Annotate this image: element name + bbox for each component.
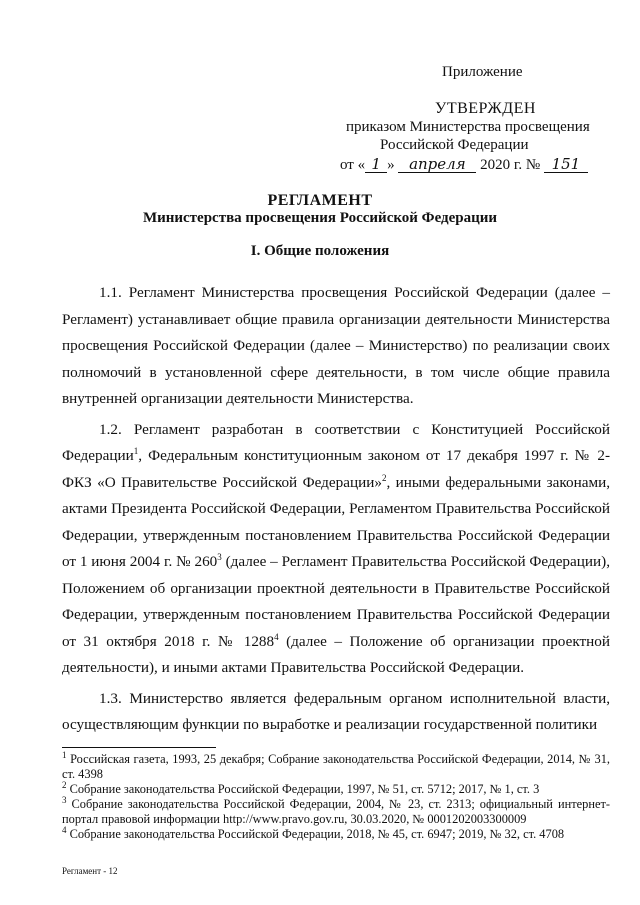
p2-part-b: , Федеральным конституционным законом от 17 декабря 1997 г. № 2-ФКЗ «О Правительстве Российской Федерации» bbox=[62, 447, 610, 491]
footnotes bbox=[62, 749, 610, 842]
p2-part-d: (далее – Регламент Правительства Российской Федерации), Положением об организации проектной деятельности в Правительстве Российской Федерации, утвержденным постановлением Правительства Российской Федерации от 31 октября 2018 г. № 1288 bbox=[62, 553, 611, 650]
handwritten-day: 1 bbox=[365, 157, 387, 173]
p2-part-e: (далее – Положение об организации проектной деятельности), и иными актами Правительства Российской Федерации. bbox=[62, 632, 610, 676]
federation-line: Российской Федерации bbox=[380, 137, 529, 153]
footnote-ref-2: 2 bbox=[381, 472, 387, 483]
footnote-ref-4: 4 bbox=[274, 631, 279, 642]
paragraph-1-2 bbox=[62, 417, 610, 682]
paragraph-1-3: 1.3. Министерство является федеральным органом исполнительной власти, осуществляющим функции по выработке и реализации государственной политики bbox=[62, 689, 610, 733]
page-footer-label: Регламент - 12 bbox=[62, 866, 118, 876]
footnote-4 bbox=[62, 824, 610, 842]
footnote-number: 3 bbox=[62, 794, 67, 805]
footnote-number: 1 bbox=[62, 749, 67, 760]
handwritten-month: апреля bbox=[398, 157, 476, 173]
footnote-text: Собрание законодательства Российской Федерации, 2018, № 45, ст. 6947; 2019, № 32, ст. 4708 bbox=[66, 827, 565, 841]
footnote-ref-3: 3 bbox=[217, 551, 222, 562]
footnote-3 bbox=[62, 794, 610, 827]
footnote-number: 4 bbox=[62, 824, 67, 835]
p2-part-c: , иными федеральными законами, актами Президента Российской Федерации, Регламентом Правительства Российской Федерации, утвержденным постановлением Правительства Российской Федерации от 1 июня 2004 г. № 260 bbox=[62, 473, 611, 570]
footnote-ref-1: 1 bbox=[133, 445, 139, 456]
date-prefix: от « bbox=[340, 157, 366, 173]
p2-part-a: 1.2. Регламент разработан в соответствии с Конституцией Российской Федерации bbox=[62, 420, 610, 464]
footnote-text: Собрание законодательства Российской Федерации, 1997, № 51, ст. 5712; 2017, № 1, ст. 3 bbox=[66, 782, 540, 796]
date-mid: » bbox=[387, 157, 395, 173]
footnote-number: 2 bbox=[62, 779, 67, 790]
order-line: приказом Министерства просвещения bbox=[346, 119, 590, 135]
approved-label: УТВЕРЖДЕН bbox=[435, 100, 536, 117]
document-title: РЕГЛАМЕНТ bbox=[267, 192, 373, 209]
appendix-label: Приложение bbox=[442, 64, 523, 80]
footnote-text: Российская газета, 1993, 25 декабря; Собрание законодательства Российской Федерации, 2014, № 31, ст. 4398 bbox=[62, 752, 610, 781]
handwritten-order-number: 151 bbox=[544, 157, 588, 173]
body-text bbox=[62, 280, 610, 739]
section-heading: I. Общие положения bbox=[250, 243, 390, 259]
footnote-text: Собрание законодательства Российской Федерации, 2004, № 23, ст. 2313; официальный интернет-портал правовой информации http://www.pravo.gov.ru, 30.03.2020, № 0001202003300009 bbox=[62, 797, 610, 826]
footnote-2 bbox=[62, 779, 610, 797]
order-date-line bbox=[340, 157, 588, 174]
date-suffix: 2020 г. № bbox=[480, 157, 541, 173]
footnote-1 bbox=[62, 749, 610, 782]
paragraph-1-1: 1.1. Регламент Министерства просвещения Российской Федерации (далее – Регламент) устанавливает общие правила организации деятельности Министерства просвещения Российской Федерации (далее – Министерство) по реализации своих полномочий в установленной сфере деятельности, в том числе общие правила внутренней организации деятельности Министерства. bbox=[62, 284, 610, 407]
footnote-divider bbox=[62, 747, 216, 748]
document-subtitle: Министерства просвещения Российской Федерации bbox=[142, 210, 498, 226]
